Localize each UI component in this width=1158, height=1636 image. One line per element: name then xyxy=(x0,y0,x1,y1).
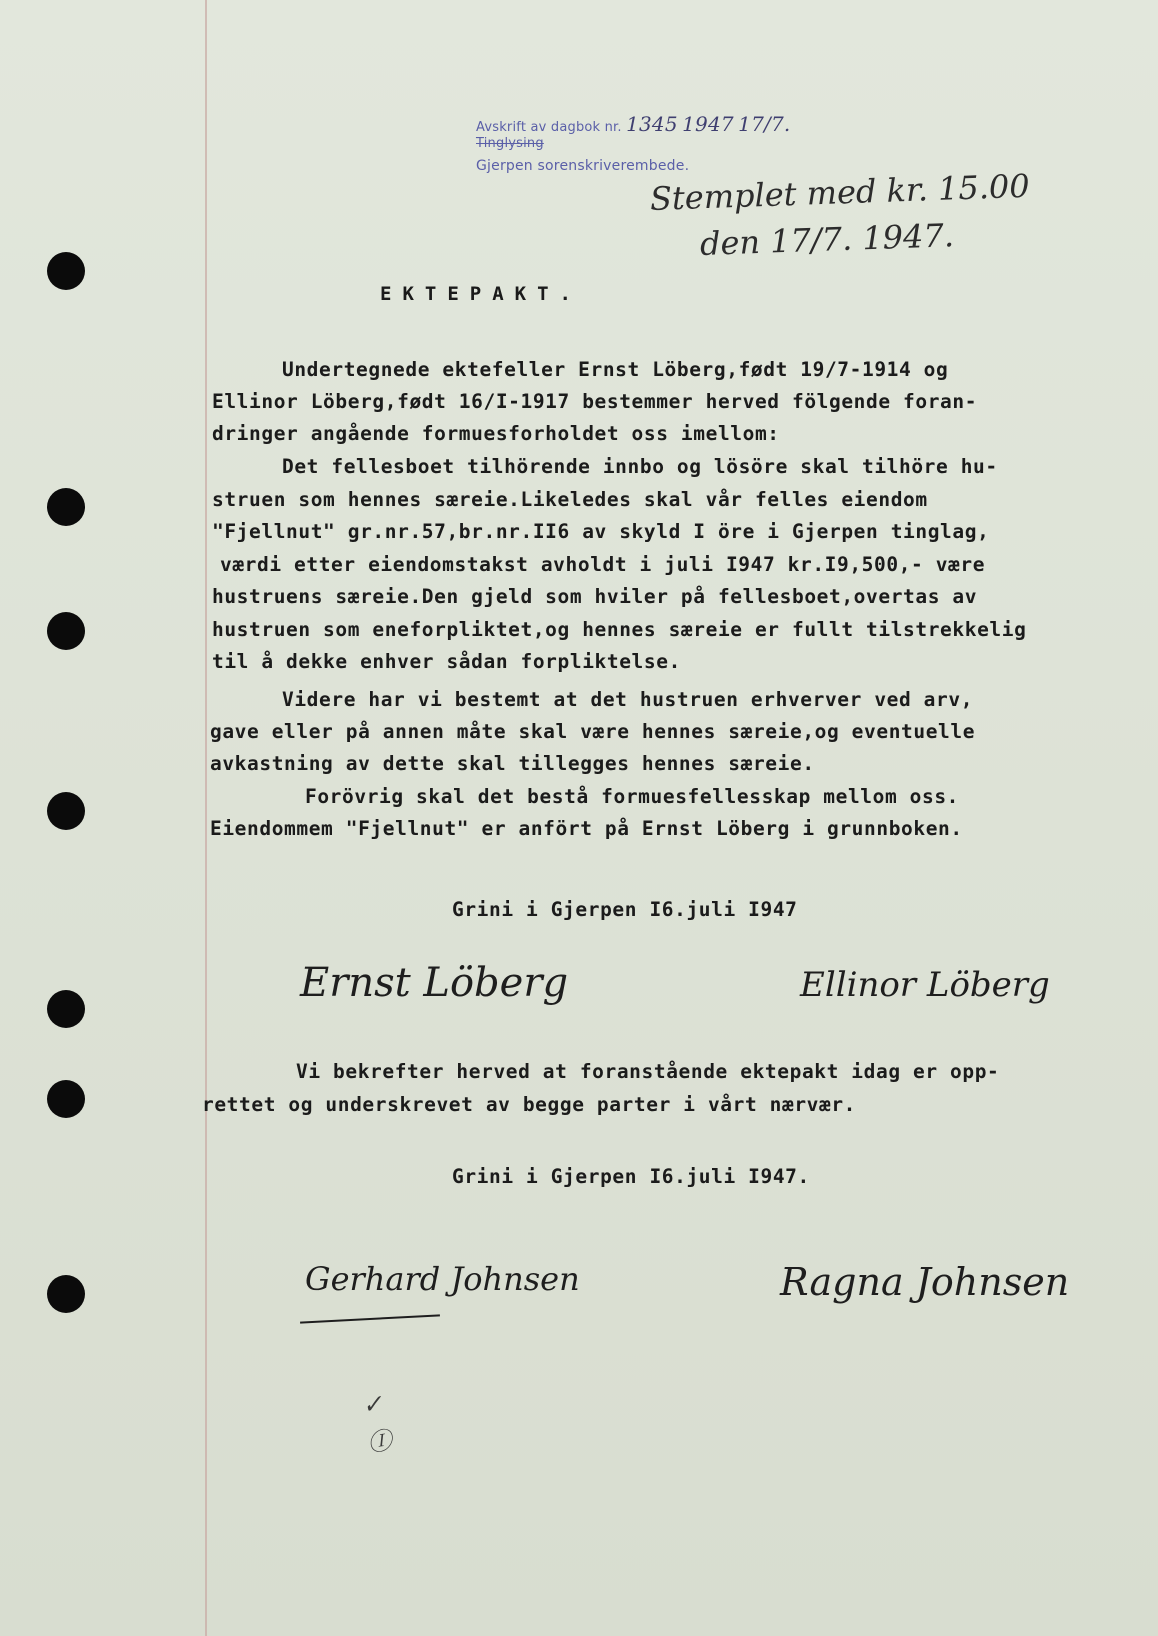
handwritten-stamp-note-line-1: Stemplet med kr. 15.00 xyxy=(649,166,1031,218)
margin-line xyxy=(205,0,207,1636)
punch-hole xyxy=(47,1275,85,1313)
signature-underline xyxy=(300,1314,440,1323)
punch-hole xyxy=(47,792,85,830)
body-line: "Fjellnut" gr.nr.57,br.nr.II6 av skyld I öre i Gjerpen tinglag, xyxy=(212,520,990,543)
handwritten-stamp-note-line-2: den 17/7. 1947. xyxy=(699,216,955,263)
stamp-struck-word: Tinglysing xyxy=(476,136,544,151)
stamp-number: 1345 xyxy=(626,112,678,136)
stamp-prefix: Avskrift av xyxy=(476,120,547,135)
body-line: Undertegnede ektefeller Ernst Löberg,født 19/7-1914 og xyxy=(282,358,949,381)
body-line: til å dekke enhver sådan forpliktelse. xyxy=(212,650,681,673)
body-line: hustruens særeie.Den gjeld som hviler på fellesboet,overtas av xyxy=(212,585,978,608)
punch-hole xyxy=(47,252,85,290)
document-title: EKTEPAKT. xyxy=(380,283,582,305)
registry-stamp-line-1 xyxy=(476,112,790,136)
stamp-year: 1947 xyxy=(682,112,734,136)
signature-ellinor-loberg: Ellinor Löberg xyxy=(800,965,1050,1005)
stamp-date: 17/7. xyxy=(738,112,791,136)
signature-witness-1: Gerhard Johnsen xyxy=(305,1260,580,1298)
body-line: struen som hennes særeie.Likeledes skal vår felles eiendom xyxy=(212,488,928,511)
body-line: hustruen som eneforpliktet,og hennes særeie er fullt tilstrekkelig xyxy=(212,618,1027,641)
registry-stamp-line-2 xyxy=(476,136,544,151)
witness-line: rettet og underskrevet av begge parter i vårt nærvær. xyxy=(202,1093,857,1116)
date-place-line: Grini i Gjerpen I6.juli I947 xyxy=(452,898,798,921)
registry-stamp-office xyxy=(476,158,689,174)
punch-hole xyxy=(47,612,85,650)
body-line: Ellinor Löberg,født 16/I-1917 bestemmer herved fölgende foran- xyxy=(212,390,978,413)
signature-ernst-loberg: Ernst Löberg xyxy=(300,960,569,1006)
stamp-office-name: Gjerpen sorenskriverembede. xyxy=(476,158,690,174)
witness-line: Vi bekrefter herved at foranstående ektepakt idag er opp- xyxy=(296,1060,1000,1083)
body-line: dringer angående formuesforholdet oss imellom: xyxy=(212,422,780,445)
body-line: Videre har vi bestemt at det hustruen erhverver ved arv, xyxy=(282,688,974,711)
body-line: Forövrig skal det bestå formuesfellesskap mellom oss. xyxy=(305,785,960,808)
body-line: værdi etter eiendomstakst avholdt i juli I947 kr.I9,500,- være xyxy=(220,553,986,576)
date-place-line: Grini i Gjerpen I6.juli I947. xyxy=(452,1165,810,1188)
body-line: gave eller på annen måte skal være hennes særeie,og eventuelle xyxy=(210,720,976,743)
signature-ragna-johnsen: Ragna Johnsen xyxy=(780,1260,1070,1304)
body-line: Eiendommem "Fjellnut" er anfört på Ernst Löberg i grunnboken. xyxy=(210,817,963,840)
punch-hole xyxy=(47,1080,85,1118)
punch-hole xyxy=(47,488,85,526)
handwritten-initials: ✓ Ⓘ xyxy=(360,1389,394,1458)
punch-hole xyxy=(47,990,85,1028)
stamp-dagbok: dagbok nr. xyxy=(550,120,622,135)
body-line: Det fellesboet tilhörende innbo og lösöre skal tilhöre hu- xyxy=(282,455,998,478)
body-line: avkastning av dette skal tillegges hennes særeie. xyxy=(210,752,815,775)
